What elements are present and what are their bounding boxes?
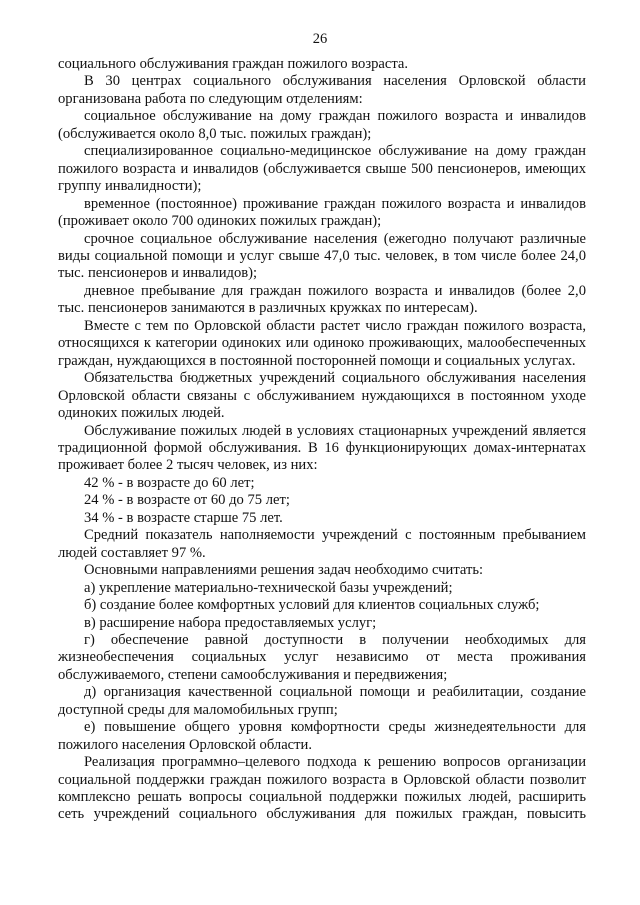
paragraph-program-approach: Реализация программно–целевого подхода к решению вопросов организации социальной поддержки граждан пожилого возраста в Орловской области позволит комплексно решать вопросы социальной поддержки пожилых людей, расширить сеть учреждений социального обслуживания для пожилых граждан, повысить: [58, 754, 586, 823]
list-item-b: б) создание более комфортных условий для клиентов социальных служб;: [84, 597, 540, 614]
list-item-c: в) расширение набора предоставляемых услуг;: [84, 614, 377, 631]
paragraph-main-directions: Основными направлениями решения задач необходимо считать:: [84, 562, 484, 579]
paragraph-continuation: социального обслуживания граждан пожилого возраста.: [58, 56, 409, 72]
paragraph-home-service: социальное обслуживание на дому граждан пожилого возраста и инвалидов (обслуживается около 8,0 тыс. пожилых граждан);: [58, 108, 586, 142]
list-item-age-over-75: 34 % - в возрасте старше 75 лет.: [84, 509, 283, 526]
list-item-age-under-60: 42 % - в возрасте до 60 лет;: [84, 474, 255, 491]
list-item-f: е) повышение общего уровня комфортности среды жизнедеятельности для пожилого населения Орловской области.: [58, 719, 586, 753]
paragraph-residence: временное (постоянное) проживание граждан пожилого возраста и инвалидов (проживает около 700 одиноких пожилых граждан);: [58, 195, 586, 230]
paragraph-obligations: Обязательства бюджетных учреждений социального обслуживания населения Орловской области связаны с обслуживанием нуждающихся в постоянном уходе одиноких пожилых людей.: [58, 370, 586, 422]
paragraph-stationary-care: Обслуживание пожилых людей в условиях стационарных учреждений является традиционной формой обслуживания. В 16 функционирующих домах-интернатах проживает более 2 тысяч человек, из них:: [58, 422, 586, 474]
paragraph-urgent-service: срочное социальное обслуживание населения (ежегодно получают различные виды социальной помощи и услуг свыше 47,0 тыс. человек, в том числе более 24,0 тыс. пенсионеров и инвалидов);: [58, 230, 586, 282]
document-body: [58, 56, 586, 824]
page-number: 26: [312, 31, 328, 47]
list-item-age-60-75: 24 % - в возрасте от 60 до 75 лет;: [84, 492, 290, 509]
paragraph-intro-centers: В 30 центрах социального обслуживания населения Орловской области организована работа по следующим отделениям:: [58, 73, 586, 107]
paragraph-medical-home-service: специализированное социально-медицинское обслуживание на дому граждан пожилого возраста и инвалидов (обслуживается свыше 500 пенсионеров, имеющих группу инвалидности);: [58, 143, 586, 195]
list-item-a: а) укрепление материально-технической базы учреждений;: [84, 579, 453, 596]
paragraph-growing-number: Вместе с тем по Орловской области растет число граждан пожилого возраста, относящихся к категории одиноких или одиноко проживающих, малообеспеченных граждан, нуждающихся в постоянной посторонней помощи и социальных услугах.: [58, 317, 586, 369]
paragraph-occupancy: Средний показатель наполняемости учреждений с постоянным пребыванием людей составляет 97 %.: [58, 527, 586, 561]
paragraph-day-stay: дневное пребывание для граждан пожилого возраста и инвалидов (более 2,0 тыс. пенсионеров занимаются в различных кружках по интересам).: [58, 282, 586, 317]
list-item-e: д) организация качественной социальной помощи и реабилитации, создание доступной среды для маломобильных групп;: [58, 684, 586, 718]
list-item-d: г) обеспечение равной доступности в получении необходимых для жизнеобеспечения социальных услуг независимо от места проживания обслуживаемого, степени самообслуживания и передвижения;: [58, 631, 586, 683]
